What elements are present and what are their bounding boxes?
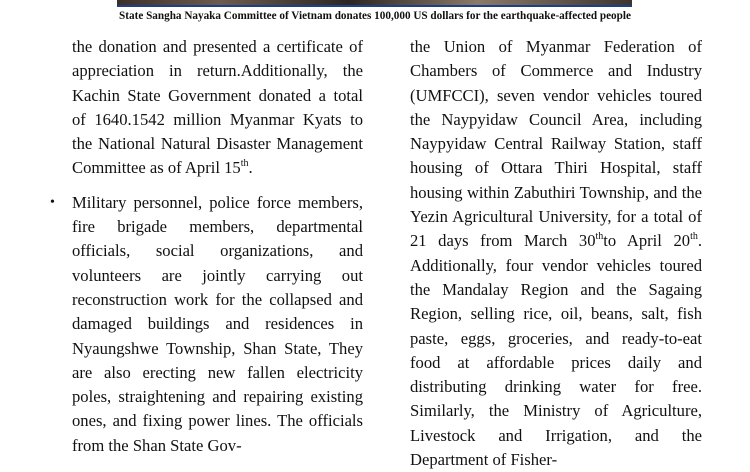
paragraph-text: the Union of Myanmar Federation of Chambers of Commerce and Industry (UMFCCI), seven vendor vehicles toured the Naypyidaw Council Area, including Naypyidaw Central Railway Station, staff housing of Ottara Thiri Hospital, staff housing within Zabuthiri Township, and the Yezin Agricultural University, for a total of 21 days from March 30 [410,37,702,251]
paragraph-vendor-vehicles [410,35,702,472]
ordinal-suffix: th [240,157,249,169]
ordinal-suffix: th [690,230,698,242]
bullet-item [50,191,363,458]
paragraph-text: . Additionally, four vendor vehicles toured the Mandalay Region and the Sagaing Region, selling rice, oil, beans, salt, fish paste, eggs, groceries, and ready-to-eat food at affordable prices daily and distributing drinking water for free. Similarly, the Ministry of Agriculture, Livestock and Irrigation, and the Department of Fisher- [410,231,702,470]
photo-caption: State Sangha Nayaka Committee of Vietnam donates 100,000 US dollars for the earthquake-affected people [119,10,631,22]
paragraph-reconstruction: Military personnel, police force members, fire brigade members, departmental officials, social organizations, and volunteers are jointly carrying out reconstruction work for the collapsed and damaged buildings and residences in Nyaungshwe Township, Shan State, They are also erecting new fallen electricity poles, straightening and repairing existing ones, and fixing power lines. The officials from the Shan State Gov- [72,192,363,455]
paragraph-text: the donation and presented a certificate of appreciation in return.Additionally, the Kachin State Government donated a total of 1640.1542 million Myanmar Kyats to the National Natural Disaster Management Committee as of April 15 [72,37,363,178]
ordinal-suffix: th [595,230,604,242]
bullet-icon: • [50,194,55,210]
photo-bottom-edge [117,0,632,7]
right-column [410,35,702,472]
paragraph-end: . [248,158,253,178]
left-column [50,35,363,458]
paragraph-kachin-donation [72,35,363,181]
paragraph-text: to April 20 [603,231,691,251]
